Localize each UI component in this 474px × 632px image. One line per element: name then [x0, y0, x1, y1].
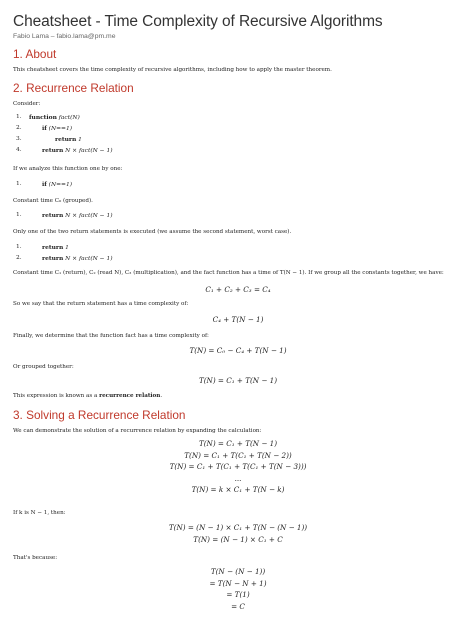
line-number: 1.: [16, 114, 22, 120]
equation-line: T(N) = k × C₁ + T(N − k): [191, 485, 285, 494]
code-line: [16, 112, 466, 123]
keyword: return: [55, 135, 77, 143]
equation-line: T(N) = C₁ + T(C₁ + T(N − 2)): [184, 450, 292, 460]
paragraph: This cheatsheet covers the time complexity of recursive algorithms, including how to apply the master theorem.: [13, 67, 332, 73]
equation-line: T(N) = C₁ + T(N − 1): [198, 376, 278, 385]
section-heading: 1. About: [13, 47, 57, 61]
code-listing-3: [16, 210, 466, 221]
paragraph: Only one of the two return statements is executed (we assume the second statement, worst case).: [13, 229, 292, 235]
equation-line: ...: [234, 473, 242, 483]
bold-term: recurrence relation: [99, 393, 161, 399]
line-number: 1.: [16, 181, 22, 187]
document-page: [13, 10, 463, 40]
equation: [13, 314, 463, 326]
line-number: 1.: [16, 212, 22, 218]
equation-line: T(N) = C₁ + T(C₁ + T(C₁ + T(N − 3))): [169, 462, 307, 471]
code-line: [16, 123, 466, 134]
code-listing-2: [16, 179, 466, 190]
paragraph: Constant time C₀ (grouped).: [13, 198, 93, 204]
line-number: 1.: [16, 244, 22, 250]
equation-block-expand: [13, 438, 463, 496]
paragraph: That's because:: [13, 555, 58, 561]
code-line: [16, 253, 466, 264]
section-recurrence: [13, 81, 463, 95]
code-listing-4: [16, 242, 466, 264]
line-number: 3.: [16, 136, 22, 142]
code-expression: fact(N): [56, 114, 80, 121]
equation-line: T(N) = C₁ + T(N − 1): [198, 439, 278, 448]
keyword: if: [42, 180, 47, 188]
section-solving: [13, 408, 463, 422]
equation-line: = T(1): [226, 590, 250, 599]
code-line: [16, 145, 466, 156]
equation-block-because: [13, 566, 463, 612]
paragraph: We can demonstrate the solution of a recurrence relation by expanding the calculation:: [13, 428, 262, 434]
equation-line: T(N) = (N − 1) × C₁ + C: [193, 534, 283, 544]
code-expression: N × fact(N − 1): [63, 255, 113, 262]
code-line: [16, 242, 466, 253]
keyword: return: [42, 243, 64, 251]
equation-block-then: [13, 522, 463, 545]
equation: [13, 375, 463, 387]
code-expression: 1: [76, 136, 82, 143]
paragraph: [13, 393, 463, 400]
equation-line: = T(N − N + 1): [209, 578, 267, 588]
paragraph: Consider:: [13, 101, 41, 107]
code-line: [16, 134, 466, 145]
equation-line: T(N) = (N − 1) × C₁ + T(N − (N − 1)): [168, 523, 308, 532]
paragraph: So we say that the return statement has a time complexity of:: [13, 301, 189, 307]
code-line: [16, 179, 466, 190]
code-listing-1: [16, 112, 466, 156]
line-number: 2.: [16, 125, 22, 131]
keyword: return: [42, 254, 64, 262]
page-title: Cheatsheet - Time Complexity of Recursive Algorithms: [13, 13, 383, 30]
keyword: return: [42, 211, 64, 219]
equation-line: C₁ + C₂ + C₃ = C₄: [205, 285, 271, 294]
code-expression: N × fact(N − 1): [63, 212, 113, 219]
equation: [13, 345, 463, 357]
paragraph: If we analyze this function one by one:: [13, 166, 123, 172]
equation-line: C₄ + T(N − 1): [212, 315, 264, 324]
paragraph: Constant time C₁ (return), C₂ (read N), C₃ (multiplication), and the fact function has a time of T(N − 1). If we group all the constants together, we have:: [13, 270, 444, 276]
line-number: 4.: [16, 147, 22, 153]
author-line: Fabio Lama – fabio.lama@pm.me: [13, 33, 116, 40]
section-heading: 3. Solving a Recurrence Relation: [13, 408, 186, 422]
equation-line: T(N − (N − 1)): [210, 567, 266, 576]
keyword: return: [42, 146, 64, 154]
code-expression: (N==1): [46, 181, 73, 188]
line-number: 2.: [16, 255, 22, 261]
keyword: if: [42, 124, 47, 132]
paragraph: Or grouped together:: [13, 364, 74, 370]
equation: [13, 284, 463, 296]
code-expression: (N==1): [46, 125, 73, 132]
section-heading: 2. Recurrence Relation: [13, 81, 134, 95]
equation-line: T(N) = C₀ − C₄ + T(N − 1): [189, 346, 287, 355]
paragraph: Finally, we determine that the function fact has a time complexity of:: [13, 333, 209, 339]
code-expression: N × fact(N − 1): [63, 147, 113, 154]
paragraph: If k is N − 1, then:: [13, 510, 66, 516]
text-span: This expression is known as a: [13, 393, 100, 399]
section-about: [13, 47, 463, 74]
code-expression: 1: [63, 244, 69, 251]
keyword: function: [29, 113, 57, 121]
code-line: [16, 210, 466, 221]
equation-line: = C: [231, 601, 245, 611]
text-span: .: [160, 393, 163, 399]
